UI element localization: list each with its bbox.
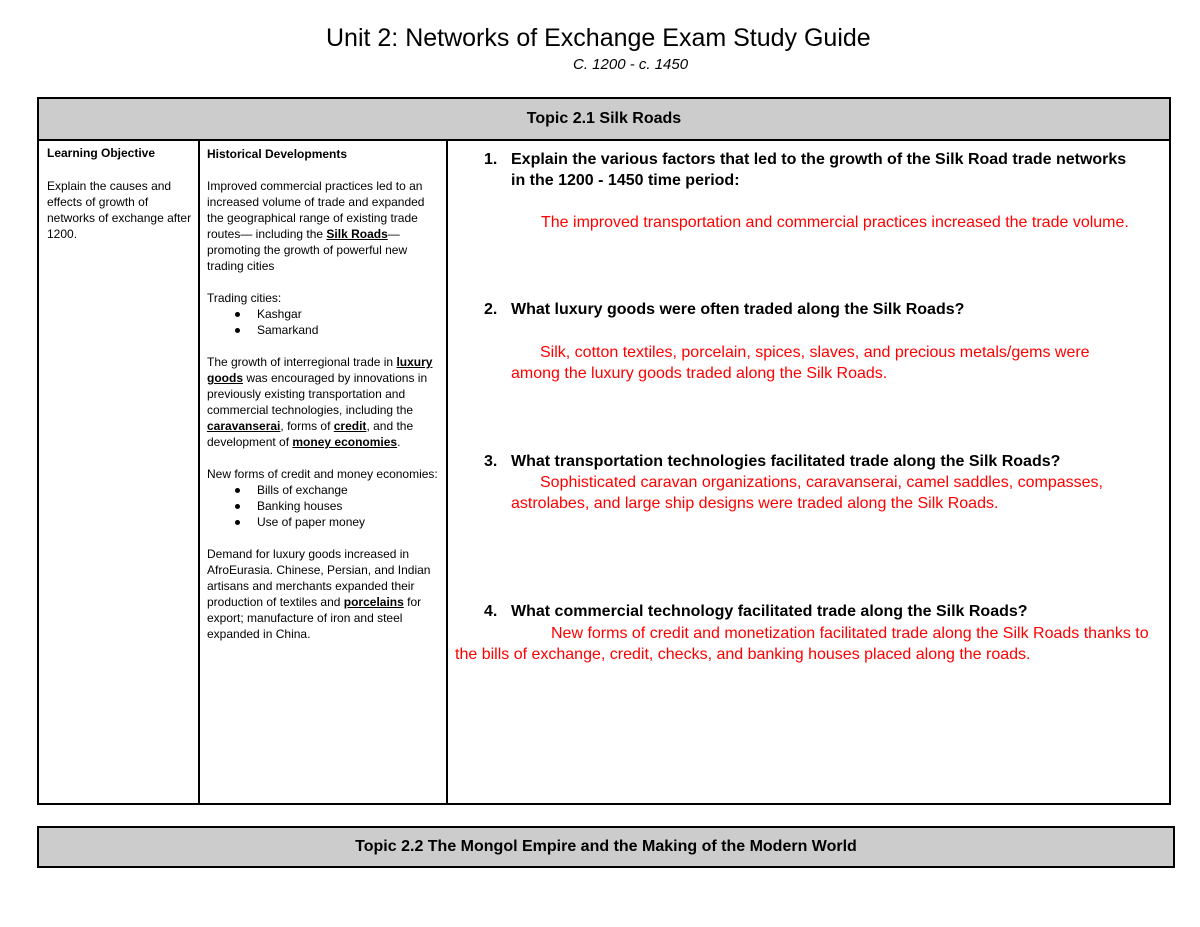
paragraph-trade-routes <box>207 178 442 274</box>
question-text: What commercial technology facilitated trade along the Silk Roads? <box>511 603 1028 620</box>
questions-column <box>448 139 1169 803</box>
answer-4: New forms of credit and monetization facilitated trade along the Silk Roads thanks to the bills of exchange, credit, checks, and banking houses placed along the roads. <box>455 625 1149 663</box>
topic-2-1-heading: Topic 2.1 Silk Roads <box>39 99 1169 141</box>
credit-list <box>207 482 442 530</box>
question-text: What transportation technologies facilitated trade along the Silk Roads? <box>511 453 1061 470</box>
topic-2-1-table <box>37 97 1171 805</box>
term-porcelains: porcelains <box>343 595 404 609</box>
answer-1: The improved transportation and commercial practices increased the trade volume. <box>541 214 1129 231</box>
learning-objective-column <box>39 139 200 803</box>
topic-2-2-heading: Topic 2.2 The Mongol Empire and the Making of the Modern World <box>37 826 1175 868</box>
trading-cities-list <box>207 306 442 338</box>
text-span: Improved commercial practices led to an increased volume of trade and expanded the geographical range of existing trade routes— including the <box>207 179 425 241</box>
text-span: The growth of interregional trade in <box>207 355 397 369</box>
term-luxury-goods: luxury goods <box>207 355 433 385</box>
question-number: 3. <box>484 453 498 470</box>
text-span: for export; manufacture of iron and steel expanded in China. <box>207 595 422 641</box>
historical-developments-label: Historical Developments <box>207 147 348 161</box>
learning-objective-text: Explain the causes and effects of growth of networks of exchange after 1200. <box>47 179 192 241</box>
credit-label: New forms of credit and money economies: <box>207 467 438 481</box>
document-title: Unit 2: Networks of Exchange Exam Study Guide <box>326 24 871 52</box>
historical-developments-column <box>200 139 448 803</box>
term-caravanserai: caravanserai <box>207 419 281 433</box>
question-text: What luxury goods were often traded along the Silk Roads? <box>511 301 965 318</box>
list-item: Samarkand <box>257 322 442 338</box>
term-money-economies: money economies <box>292 435 398 449</box>
paragraph-luxury-demand <box>207 546 442 642</box>
document-subtitle: C. 1200 - c. 1450 <box>573 56 689 73</box>
question-number: 2. <box>484 301 498 318</box>
text-span: —promoting the growth of powerful new trading cities <box>207 227 408 273</box>
list-item: Kashgar <box>257 306 442 322</box>
list-item: Banking houses <box>257 498 442 514</box>
trading-cities-label: Trading cities: <box>207 291 282 305</box>
paragraph-interregional-trade <box>207 354 442 450</box>
question-number: 4. <box>484 603 498 620</box>
question-number: 1. <box>484 151 498 168</box>
text-span: Demand for luxury goods increased in AfroEurasia. Chinese, Persian, and Indian artisans and merchants expanded their production of textiles and <box>207 547 431 609</box>
text-span: , and the development of <box>207 419 414 449</box>
text-span: . <box>397 435 401 449</box>
list-item: Bills of exchange <box>257 482 442 498</box>
term-silk-roads: Silk Roads <box>326 227 388 241</box>
list-item: Use of paper money <box>257 514 442 530</box>
learning-objective-label: Learning Objective <box>47 146 156 160</box>
term-credit: credit <box>333 419 367 433</box>
document-header <box>0 0 1200 80</box>
text-span: was encouraged by innovations in previously existing transportation and commercial technologies, including the <box>207 371 428 417</box>
answer-2: Silk, cotton textiles, porcelain, spices, slaves, and precious metals/gems were among the luxury goods traded along the Silk Roads. <box>511 344 1090 382</box>
text-span: , forms of <box>280 419 334 433</box>
answer-3: Sophisticated caravan organizations, caravanserai, camel saddles, compasses, astrolabes, and large ship designs were traded along the Silk Roads. <box>511 474 1103 512</box>
historical-developments-content <box>207 146 442 658</box>
question-text: Explain the various factors that led to the growth of the Silk Road trade networks in the 1200 - 1450 time period: <box>511 151 1127 189</box>
